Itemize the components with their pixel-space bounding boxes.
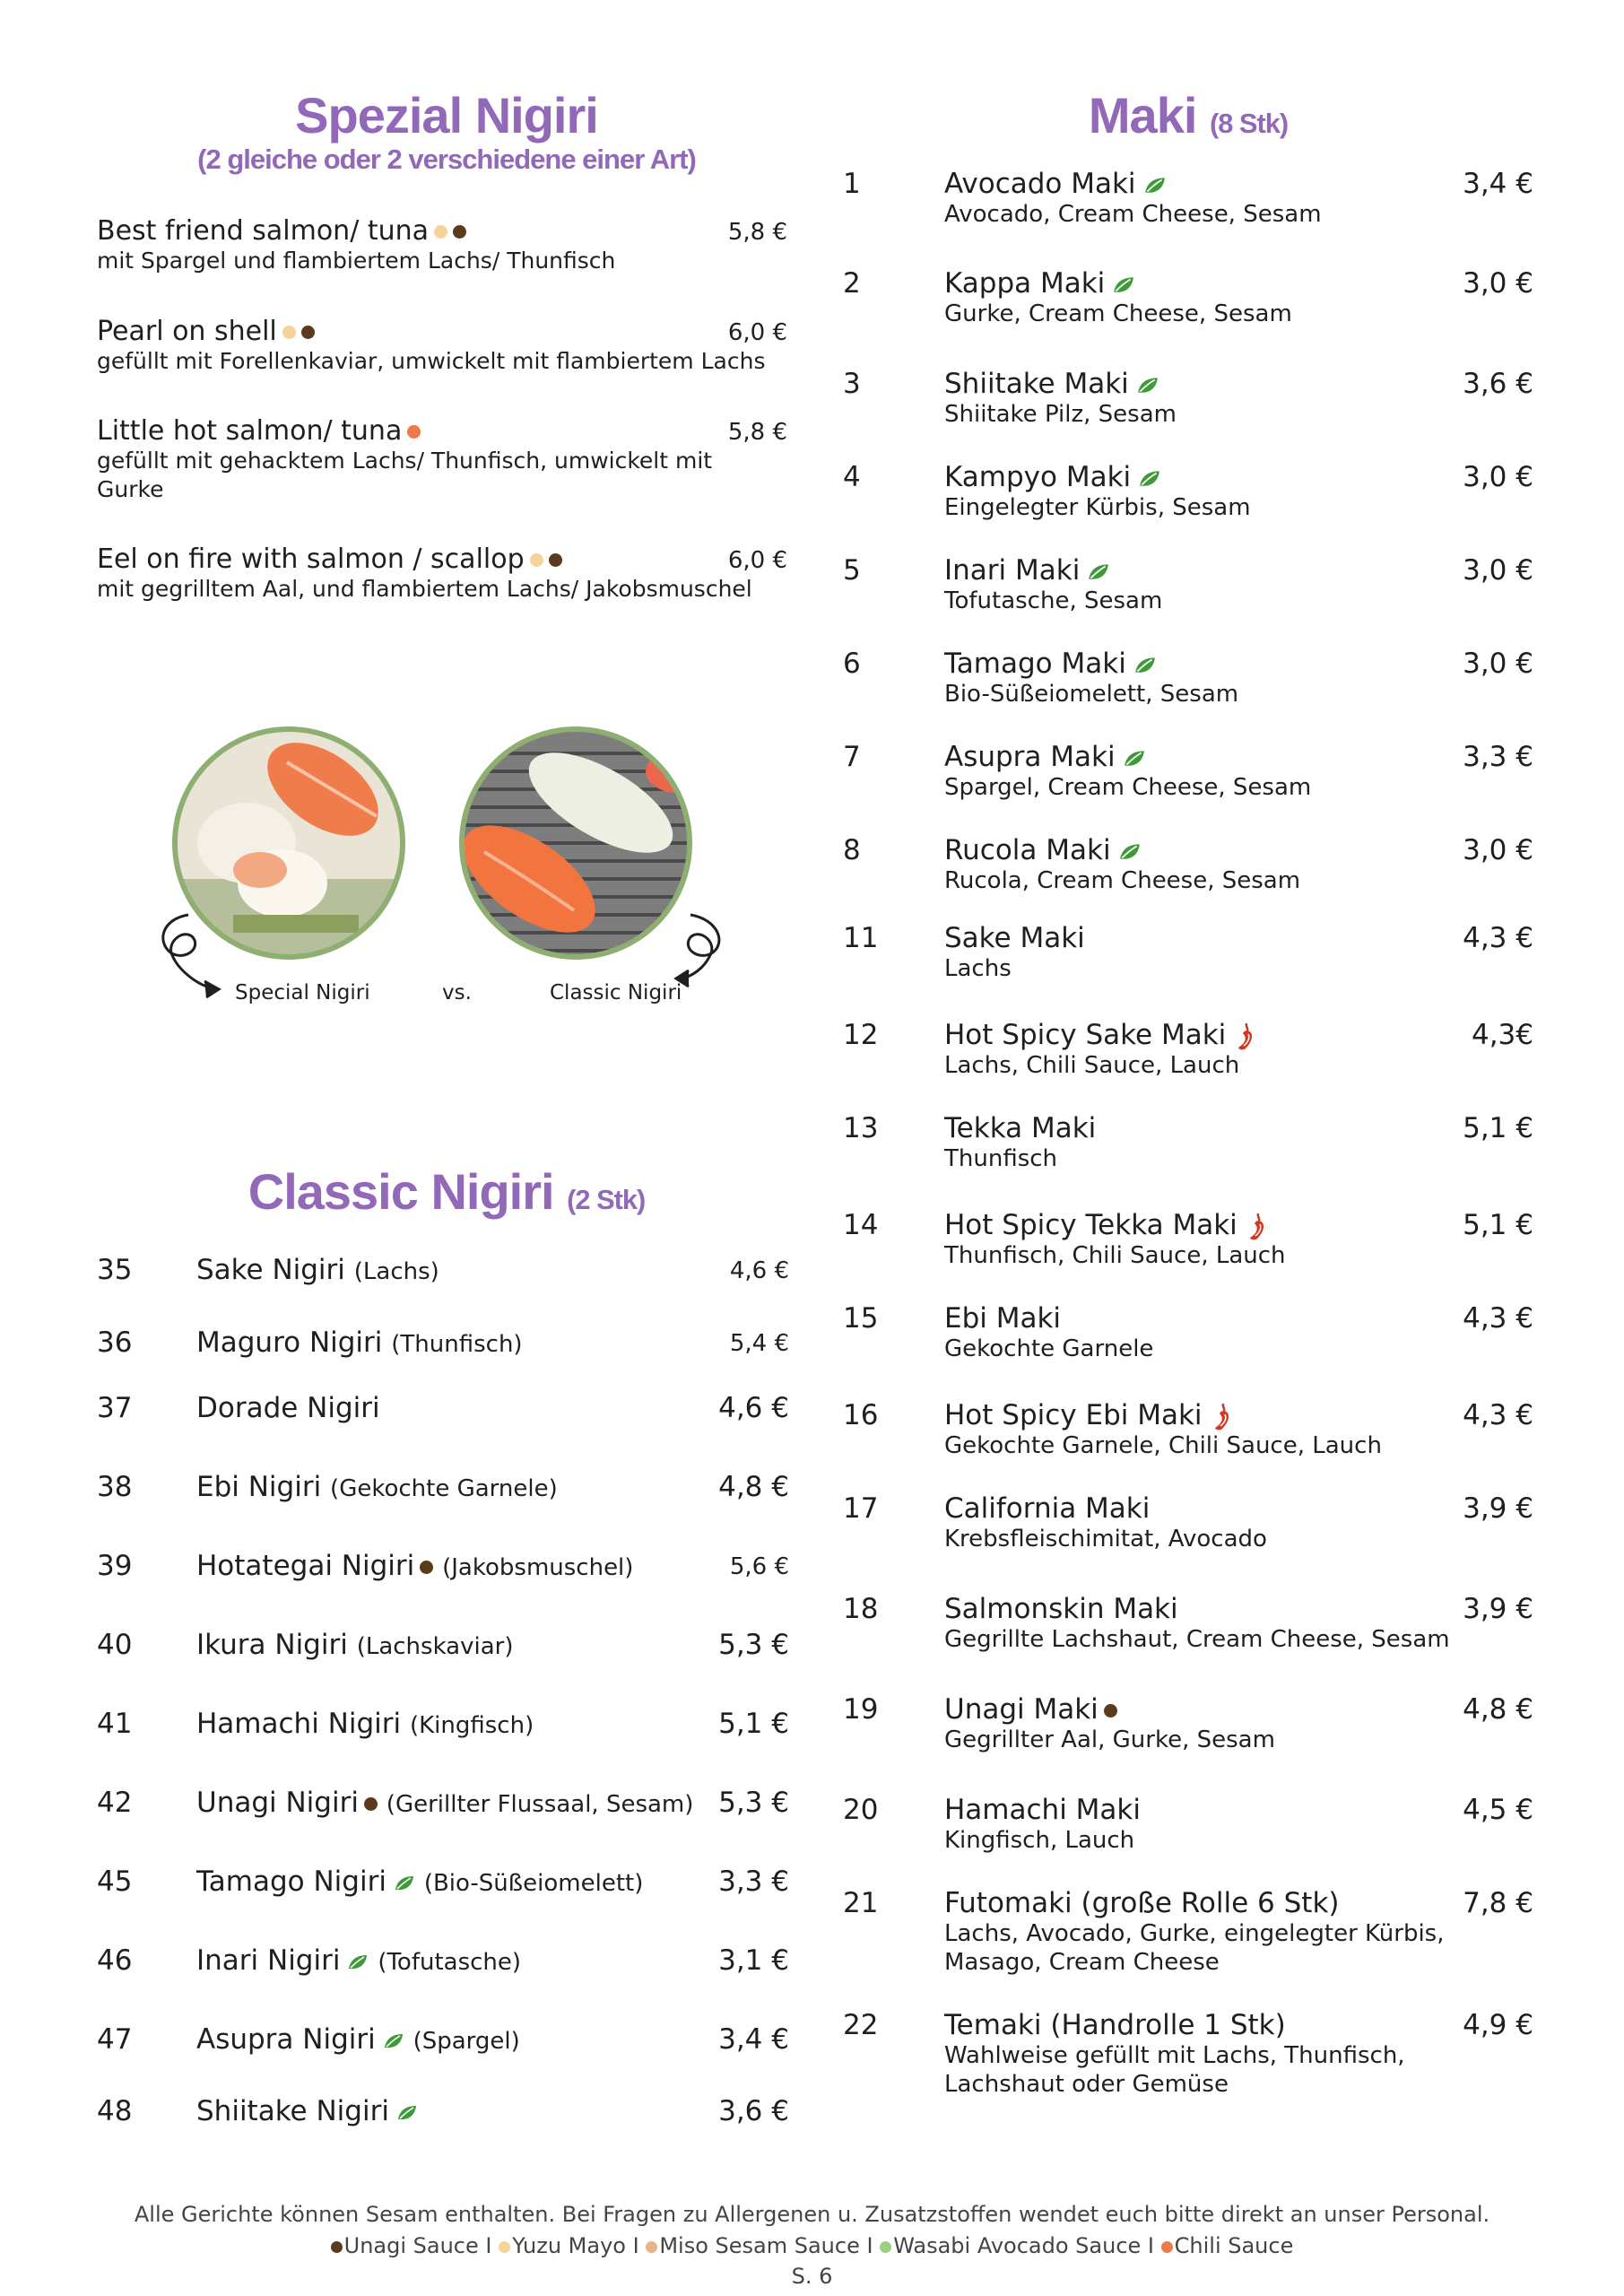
item-price: 3,1 € (718, 1944, 789, 1977)
item-description: Krebsfleischimitat, Avocado (944, 1526, 1267, 1552)
item-price: 5,8 € (727, 219, 787, 246)
wasabi-avocado-dot (880, 2241, 891, 2253)
unagi-sauce-dot (1104, 1704, 1117, 1718)
sauce-legend (0, 2233, 1624, 2258)
legend-separator: I (1141, 2233, 1161, 2258)
item-description: gefüllt mit gehacktem Lachs/ Thunfisch, umwickelt mit Gurke (97, 448, 713, 502)
unagi-sauce-dot (453, 225, 466, 239)
item-number: 35 (97, 1254, 133, 1286)
item-price: 4,3 € (1463, 1302, 1533, 1335)
item-price: 3,0 € (1463, 648, 1533, 680)
item-name: Inari Maki (944, 554, 1081, 587)
item-price: 4,3 € (1463, 1399, 1533, 1431)
item-name: Shiitake Nigiri (196, 2095, 389, 2127)
item-description: Tofutasche, Sesam (944, 587, 1163, 614)
item-number: 14 (843, 1209, 879, 1241)
unagi-sauce-dot (301, 326, 315, 339)
item-name: Hotategai Nigiri (196, 1550, 415, 1582)
special-nigiri-photo (170, 724, 413, 969)
table-row (97, 1866, 789, 1905)
item-note: (Gekochte Garnele) (330, 1475, 558, 1502)
comparison-label-special: Special Nigiri (235, 981, 370, 1004)
nigiri-comparison-illustration (152, 718, 744, 1013)
item-name: Salmonskin Maki (944, 1593, 1178, 1625)
item-name: Maguro Nigiri (196, 1326, 383, 1359)
item-note: (Tofutasche) (378, 1949, 522, 1976)
item-number: 15 (843, 1302, 879, 1335)
item-price: 4,6 € (729, 1257, 789, 1284)
item-description: Rucola, Cream Cheese, Sesam (944, 867, 1301, 894)
item-name: Hot Spicy Tekka Maki (944, 1209, 1238, 1241)
item-number: 2 (843, 267, 861, 300)
unagi-sauce-dot (420, 1561, 433, 1574)
item-name: Hot Spicy Sake Maki (944, 1019, 1227, 1051)
item-name: Futomaki (große Rolle 6 Stk) (944, 1887, 1340, 1919)
vegetarian-leaf-icon (1138, 469, 1161, 489)
item-note: (Gerillter Flussaal, Sesam) (386, 1791, 694, 1818)
item-description: mit gegrilltem Aal, und flambiertem Lachs/ Jakobsmuschel (97, 576, 752, 602)
yuzu-mayo-dot (530, 553, 543, 567)
item-description: gefüllt mit Forellenkaviar, umwickelt mit flambiertem Lachs (97, 348, 766, 374)
item-name: Ebi Nigiri (196, 1471, 322, 1503)
item-price: 5,6 € (729, 1553, 789, 1580)
item-price: 6,0 € (727, 547, 787, 574)
item-name: Unagi Maki (944, 1693, 1099, 1726)
item-number: 6 (843, 648, 861, 680)
item-price: 4,8 € (718, 1471, 789, 1503)
item-number: 40 (97, 1629, 133, 1661)
item-number: 22 (843, 2009, 879, 2041)
item-name: Kappa Maki (944, 267, 1106, 300)
unagi-sauce-dot (331, 2241, 343, 2253)
table-row (97, 1471, 789, 1510)
item-description: Lachs, Avocado, Gurke, eingelegter Kürbis, Masago, Cream Cheese (944, 1920, 1445, 1976)
table-row (97, 1254, 789, 1293)
chili-sauce-dot (407, 425, 421, 439)
item-price: 4,3€ (1471, 1019, 1533, 1051)
item-number: 46 (97, 1944, 133, 1977)
item-number: 45 (97, 1866, 133, 1898)
item-number: 18 (843, 1593, 879, 1625)
legend-yuzu: Yuzu Mayo (512, 2233, 626, 2258)
item-number: 39 (97, 1550, 133, 1582)
table-row (97, 1326, 789, 1366)
table-row (97, 1392, 789, 1431)
item-name: Sake Maki (944, 922, 1085, 954)
item-price: 3,4 € (1463, 168, 1533, 200)
item-number: 36 (97, 1326, 133, 1359)
item-name: Asupra Nigiri (196, 2023, 376, 2056)
maki-title-text: Maki (1088, 87, 1197, 144)
item-price: 5,8 € (727, 419, 787, 446)
item-description: Eingelegter Kürbis, Sesam (944, 494, 1251, 521)
item-description: Gegrillte Lachshaut, Cream Cheese, Sesam (944, 1626, 1450, 1653)
classic-title (97, 1162, 796, 1221)
yuzu-mayo-dot (499, 2241, 510, 2253)
item-price: 5,1 € (718, 1708, 789, 1740)
item-price: 3,6 € (718, 2095, 789, 2127)
classic-title-text: Classic Nigiri (248, 1163, 554, 1220)
item-description: Gekochte Garnele (944, 1335, 1154, 1362)
item-number: 20 (843, 1794, 879, 1826)
item-name: California Maki (944, 1492, 1151, 1525)
vegetarian-leaf-icon (1123, 749, 1146, 769)
item-price: 7,8 € (1463, 1887, 1533, 1919)
item-note: (Jakobsmuschel) (442, 1554, 634, 1581)
legend-chili: Chili Sauce (1174, 2233, 1294, 2258)
item-price: 3,6 € (1463, 368, 1533, 400)
item-price: 5,3 € (718, 1629, 789, 1661)
allergen-note: Alle Gerichte können Sesam enthalten. Bei Fragen zu Allergenen u. Zusatzstoffen wendet euch bitte direkt an unser Personal. (134, 2202, 1490, 2227)
table-row (97, 1787, 789, 1826)
item-number: 16 (843, 1399, 879, 1431)
table-row (97, 1629, 789, 1668)
vegetarian-leaf-icon (347, 1953, 369, 1971)
item-number: 41 (97, 1708, 133, 1740)
item-price: 3,3 € (718, 1866, 789, 1898)
item-price: 3,9 € (1463, 1492, 1533, 1525)
item-price: 3,0 € (1463, 461, 1533, 493)
item-name: Ikura Nigiri (196, 1629, 348, 1661)
chili-spicy-icon (1235, 1022, 1256, 1052)
item-number: 12 (843, 1019, 879, 1051)
special-item (97, 316, 787, 376)
item-name: Tekka Maki (944, 1112, 1097, 1144)
comparison-label-vs: vs. (442, 981, 472, 1004)
item-description: mit Spargel und flambiertem Lachs/ Thunfisch (97, 248, 616, 274)
legend-separator: I (859, 2233, 881, 2258)
item-note: (Spargel) (413, 2028, 520, 2055)
item-number: 7 (843, 741, 861, 773)
item-price: 3,9 € (1463, 1593, 1533, 1625)
vegetarian-leaf-icon (396, 2104, 418, 2122)
item-name: Hot Spicy Ebi Maki (944, 1399, 1203, 1431)
item-note: (Kingfisch) (409, 1712, 534, 1739)
item-number: 11 (843, 922, 879, 954)
item-number: 1 (843, 168, 861, 200)
item-description: Gegrillter Aal, Gurke, Sesam (944, 1726, 1275, 1753)
item-name: Shiitake Maki (944, 368, 1129, 400)
table-row (97, 1550, 789, 1589)
maki-title (843, 86, 1533, 144)
item-note: (Lachs) (353, 1258, 439, 1285)
vegetarian-leaf-icon (1143, 176, 1167, 196)
item-number: 17 (843, 1492, 879, 1525)
item-price: 5,1 € (1463, 1209, 1533, 1241)
item-price: 4,5 € (1463, 1794, 1533, 1826)
item-name: Little hot salmon/ tuna (97, 415, 403, 447)
item-name: Kampyo Maki (944, 461, 1132, 493)
item-price: 4,6 € (718, 1392, 789, 1424)
item-price: 4,3 € (1463, 922, 1533, 954)
item-name: Temaki (Handrolle 1 Stk) (944, 2009, 1286, 2041)
yuzu-mayo-dot (434, 225, 447, 239)
item-number: 5 (843, 554, 861, 587)
item-number: 19 (843, 1693, 879, 1726)
item-description: Lachs, Chili Sauce, Lauch (944, 1052, 1240, 1079)
vegetarian-leaf-icon (1136, 376, 1159, 396)
item-name: Tamago Maki (944, 648, 1126, 680)
item-name: Rucola Maki (944, 834, 1111, 866)
vegetarian-leaf-icon (1118, 842, 1142, 862)
vegetarian-leaf-icon (394, 1874, 415, 1892)
unagi-sauce-dot (549, 553, 562, 567)
item-name: Tamago Nigiri (196, 1866, 386, 1898)
legend-separator: I (478, 2233, 499, 2258)
item-price: 3,0 € (1463, 554, 1533, 587)
item-description: Gekochte Garnele, Chili Sauce, Lauch (944, 1432, 1382, 1459)
item-price: 4,8 € (1463, 1693, 1533, 1726)
item-name: Best friend salmon/ tuna (97, 215, 430, 247)
yuzu-mayo-dot (282, 326, 296, 339)
item-number: 13 (843, 1112, 879, 1144)
table-row (97, 1708, 789, 1747)
item-number: 42 (97, 1787, 133, 1819)
item-price: 3,0 € (1463, 834, 1533, 866)
item-name: Hamachi Maki (944, 1794, 1141, 1826)
item-name: Hamachi Nigiri (196, 1708, 402, 1740)
legend-unagi: Unagi Sauce (343, 2233, 479, 2258)
item-price: 5,1 € (1463, 1112, 1533, 1144)
special-subtitle: (2 gleiche oder 2 verschiedene einer Art) (197, 144, 696, 175)
item-description: Thunfisch (944, 1145, 1058, 1172)
chili-sauce-dot (1161, 2241, 1173, 2253)
item-note: (Bio-Süßeiomelett) (423, 1870, 644, 1897)
classic-title-sub: (2 Stk) (567, 1184, 646, 1215)
item-description: Spargel, Cream Cheese, Sesam (944, 774, 1312, 801)
vegetarian-leaf-icon (1133, 656, 1157, 675)
page-number: S. 6 (791, 2264, 833, 2289)
item-description: Thunfisch, Chili Sauce, Lauch (944, 1242, 1286, 1269)
special-item (97, 215, 787, 275)
item-name: Ebi Maki (944, 1302, 1062, 1335)
maki-title-sub: (8 Stk) (1209, 108, 1289, 139)
item-description: Avocado, Cream Cheese, Sesam (944, 201, 1322, 228)
item-number: 21 (843, 1887, 879, 1919)
item-name: Pearl on shell (97, 316, 277, 347)
item-description: Shiitake Pilz, Sesam (944, 401, 1177, 428)
item-description: Bio-Süßeiomelett, Sesam (944, 681, 1239, 708)
item-number: 4 (843, 461, 861, 493)
item-description: Wahlweise gefüllt mit Lachs, Thunfisch, Lachshaut oder Gemüse (944, 2042, 1405, 2098)
item-number: 8 (843, 834, 861, 866)
item-number: 3 (843, 368, 861, 400)
table-row (97, 1944, 789, 1984)
item-price: 4,9 € (1463, 2009, 1533, 2041)
swirl-arrow-right (676, 915, 719, 987)
item-name: Eel on fire with salmon / scallop (97, 544, 525, 575)
item-description: Kingfisch, Lauch (944, 1827, 1135, 1854)
item-price: 5,3 € (718, 1787, 789, 1819)
chili-spicy-icon (1246, 1212, 1268, 1242)
legend-separator: I (625, 2233, 647, 2258)
item-note: (Lachskaviar) (356, 1633, 514, 1660)
item-price: 3,3 € (1463, 741, 1533, 773)
legend-miso: Miso Sesam Sauce (659, 2233, 860, 2258)
unagi-sauce-dot (364, 1797, 378, 1811)
miso-sesam-dot (646, 2241, 657, 2253)
item-price: 3,0 € (1463, 267, 1533, 300)
special-item (97, 415, 787, 504)
item-name: Inari Nigiri (196, 1944, 341, 1977)
item-name: Dorade Nigiri (196, 1392, 380, 1424)
item-price: 6,0 € (727, 319, 787, 346)
chili-spicy-icon (1211, 1402, 1233, 1432)
special-title: Spezial Nigiri (295, 87, 598, 144)
item-name: Unagi Nigiri (196, 1787, 359, 1819)
item-description: Lachs (944, 955, 1012, 982)
item-number: 47 (97, 2023, 133, 2056)
vegetarian-leaf-icon (383, 2032, 404, 2050)
item-number: 37 (97, 1392, 133, 1424)
item-name: Sake Nigiri (196, 1254, 345, 1286)
classic-nigiri-photo (445, 726, 717, 969)
vegetarian-leaf-icon (1112, 275, 1135, 295)
item-description: Gurke, Cream Cheese, Sesam (944, 300, 1292, 327)
item-note: (Thunfisch) (391, 1331, 523, 1358)
table-row (97, 2023, 789, 2063)
special-item (97, 544, 787, 604)
item-number: 48 (97, 2095, 133, 2127)
item-number: 38 (97, 1471, 133, 1503)
item-price: 5,4 € (729, 1330, 789, 1357)
item-price: 3,4 € (718, 2023, 789, 2056)
item-name: Asupra Maki (944, 741, 1116, 773)
comparison-label-classic: Classic Nigiri (550, 981, 682, 1004)
item-name: Avocado Maki (944, 168, 1136, 200)
legend-wasabi: Wasabi Avocado Sauce (893, 2233, 1142, 2258)
vegetarian-leaf-icon (1087, 562, 1110, 582)
table-row (97, 2095, 789, 2135)
